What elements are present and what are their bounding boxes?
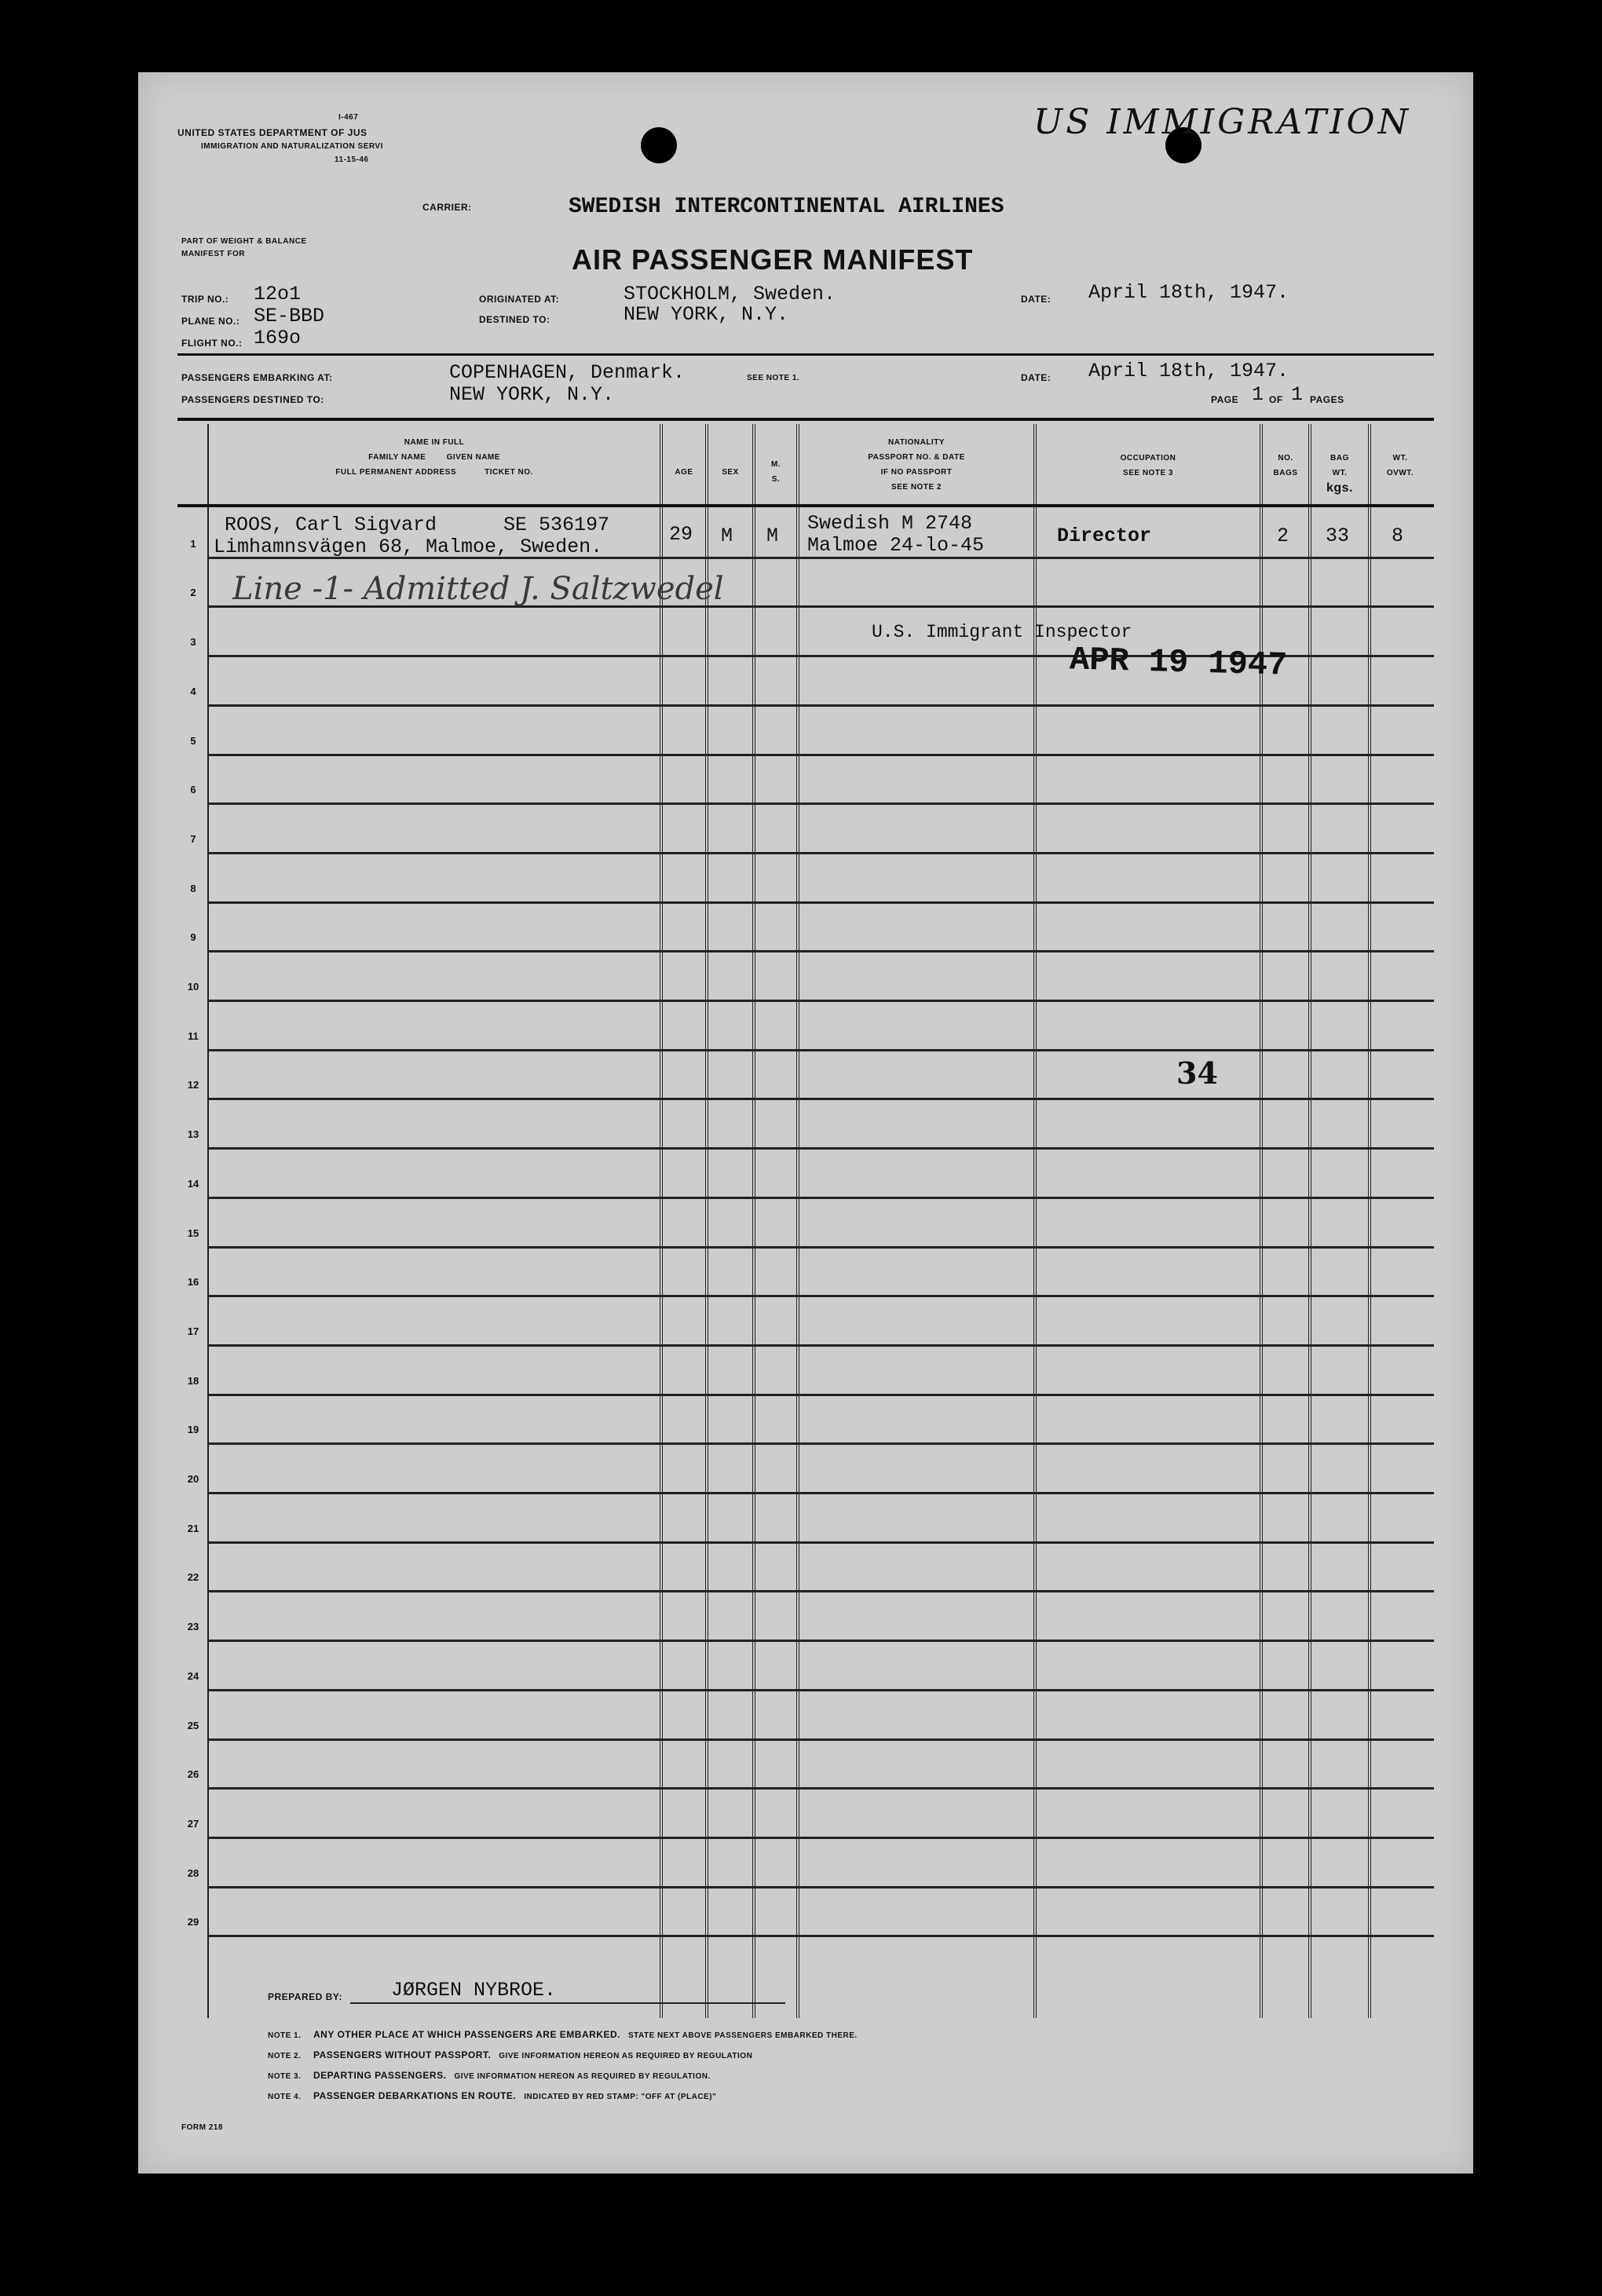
manifest-page bbox=[138, 72, 1473, 2174]
row-number: 4 bbox=[190, 685, 196, 697]
row-number: 19 bbox=[187, 1424, 199, 1436]
embark-date-value: April 18th, 1947. bbox=[1088, 360, 1289, 382]
plane-number: SE-BBD bbox=[254, 305, 325, 327]
row-number: 7 bbox=[190, 832, 196, 845]
row-number: 1 bbox=[190, 537, 196, 550]
row-divider bbox=[209, 1000, 1434, 1002]
row-divider bbox=[209, 1640, 1434, 1642]
passenger-occupation: Director bbox=[1057, 525, 1152, 547]
row-divider bbox=[209, 1935, 1434, 1937]
trip-label: TRIP NO.: bbox=[181, 294, 229, 305]
note-item bbox=[268, 2027, 858, 2042]
row-number: 18 bbox=[187, 1374, 199, 1387]
note-text: PASSENGERS WITHOUT PASSPORT. bbox=[313, 2049, 492, 2060]
originated-label: ORIGINATED AT: bbox=[479, 294, 560, 305]
row-divider bbox=[209, 1344, 1434, 1347]
row-divider bbox=[209, 1049, 1434, 1051]
row-divider bbox=[209, 1492, 1434, 1494]
passengers-destined-value: NEW YORK, N.Y. bbox=[449, 383, 615, 406]
note-text: PASSENGER DEBARKATIONS EN ROUTE. bbox=[313, 2090, 517, 2101]
column-line bbox=[207, 424, 209, 2018]
row-number: 28 bbox=[187, 1866, 199, 1879]
note-label: NOTE 4. bbox=[268, 2093, 302, 2101]
row-divider bbox=[209, 1837, 1434, 1839]
carrier-name: SWEDISH INTERCONTINENTAL AIRLINES bbox=[569, 195, 1004, 219]
inspector-stamp: U.S. Immigrant Inspector bbox=[872, 622, 1132, 642]
column-line bbox=[1308, 424, 1311, 2018]
row-number: 21 bbox=[187, 1522, 199, 1534]
page-total: 1 bbox=[1291, 383, 1304, 406]
weight-balance-label: PART OF WEIGHT & BALANCE bbox=[181, 237, 307, 246]
row-number: 14 bbox=[187, 1177, 199, 1190]
row-number: 17 bbox=[187, 1325, 199, 1337]
column-line bbox=[1033, 424, 1037, 2018]
handwritten-admission-note: Line -1- Admitted J. Saltzwedel bbox=[232, 571, 724, 607]
note-subtext: GIVE INFORMATION HEREON AS REQUIRED BY REGULATION bbox=[499, 2052, 753, 2060]
originated-value: STOCKHOLM, Sweden. bbox=[624, 283, 836, 305]
note-subtext: INDICATED BY RED STAMP: "OFF AT (PLACE)" bbox=[524, 2093, 717, 2101]
note-text: ANY OTHER PLACE AT WHICH PASSENGERS ARE EMBARKED. bbox=[313, 2029, 620, 2040]
passenger-ticket: SE 536197 bbox=[503, 514, 610, 536]
row-divider bbox=[209, 1246, 1434, 1249]
row-number: 5 bbox=[190, 734, 196, 747]
passenger-name: ROOS, Carl Sigvard bbox=[225, 514, 437, 536]
row-number: 11 bbox=[188, 1029, 199, 1042]
row-divider bbox=[209, 1590, 1434, 1592]
header-overweight: WT. OVWT. bbox=[1386, 454, 1414, 477]
row-number: 15 bbox=[187, 1227, 199, 1239]
row-divider bbox=[209, 1394, 1434, 1396]
carrier-label: CARRIER: bbox=[422, 202, 472, 213]
row-number: 13 bbox=[187, 1128, 199, 1141]
passenger-bag-weight: 33 bbox=[1326, 525, 1350, 547]
date-stamp: APR 19 1947 bbox=[1069, 641, 1288, 685]
note-item bbox=[268, 2089, 716, 2103]
note-label: NOTE 1. bbox=[268, 2031, 302, 2040]
row-number: 23 bbox=[187, 1621, 199, 1633]
note-subtext: STATE NEXT ABOVE PASSENGERS EMBARKED THERE. bbox=[627, 2031, 858, 2040]
destined-value: NEW YORK, N.Y. bbox=[624, 303, 789, 326]
column-line bbox=[752, 424, 755, 2018]
row-divider bbox=[209, 1147, 1434, 1150]
row-divider bbox=[209, 704, 1434, 707]
row-number: 20 bbox=[187, 1473, 199, 1485]
flight-label: FLIGHT NO.: bbox=[181, 338, 243, 349]
row-divider bbox=[209, 901, 1434, 904]
row-number: 25 bbox=[187, 1719, 199, 1731]
date-value: April 18th, 1947. bbox=[1088, 281, 1289, 304]
passenger-bags: 2 bbox=[1277, 525, 1289, 547]
trip-number: 12o1 bbox=[254, 283, 302, 305]
row-number: 8 bbox=[190, 882, 196, 894]
passenger-nationality: Swedish M 2748 bbox=[807, 512, 973, 535]
form-number: I-467 bbox=[338, 113, 359, 122]
row-divider bbox=[209, 1787, 1434, 1790]
note-item bbox=[268, 2048, 752, 2062]
header-sex: SEX bbox=[722, 468, 739, 477]
row-divider bbox=[209, 852, 1434, 854]
row-divider bbox=[209, 1886, 1434, 1888]
passenger-passport: Malmoe 24-lo-45 bbox=[807, 534, 985, 557]
header-bag-weight: BAG WT. kgs. bbox=[1326, 454, 1353, 495]
header-marital-status: M. S. bbox=[770, 460, 781, 484]
page-number-stamp: 34 bbox=[1176, 1055, 1218, 1091]
top-annotation: US IMMIGRATION bbox=[1033, 102, 1412, 142]
passenger-address: Limhamnsvägen 68, Malmoe, Sweden. bbox=[214, 536, 603, 558]
header-occupation: OCCUPATION SEE NOTE 3 bbox=[1120, 454, 1176, 477]
flight-number: 169o bbox=[254, 327, 302, 349]
column-line bbox=[705, 424, 708, 2018]
note-text: DEPARTING PASSENGERS. bbox=[313, 2070, 447, 2081]
embark-date-label: DATE: bbox=[1021, 372, 1052, 383]
header-bags: NO. BAGS bbox=[1273, 454, 1298, 477]
passengers-destined-label: PASSENGERS DESTINED TO: bbox=[181, 394, 324, 405]
page-label: PAGE bbox=[1211, 394, 1239, 405]
row-divider bbox=[209, 1689, 1434, 1691]
row-number: 27 bbox=[187, 1817, 199, 1830]
row-number: 24 bbox=[187, 1669, 199, 1682]
row-number: 10 bbox=[187, 981, 199, 993]
row-number: 6 bbox=[190, 784, 196, 796]
see-note-1: SEE NOTE 1. bbox=[747, 374, 800, 382]
row-number: 3 bbox=[190, 636, 196, 649]
prepared-by-label: PREPARED BY: bbox=[268, 1991, 342, 2002]
form-revision-date: 11-15-46 bbox=[335, 155, 369, 164]
plane-label: PLANE NO.: bbox=[181, 316, 240, 327]
prepared-by-line bbox=[350, 2002, 785, 2004]
header-age: AGE bbox=[675, 468, 693, 477]
manifest-for-label: MANIFEST FOR bbox=[181, 250, 245, 258]
row-divider bbox=[209, 1541, 1434, 1544]
divider bbox=[177, 353, 1434, 356]
row-number: 12 bbox=[187, 1079, 199, 1091]
prepared-by-name: JØRGEN NYBROE. bbox=[391, 1979, 557, 2002]
row-number: 22 bbox=[187, 1571, 199, 1584]
embarking-label: PASSENGERS EMBARKING AT: bbox=[181, 372, 333, 383]
row-divider bbox=[209, 1098, 1434, 1100]
header-bottom-border bbox=[177, 504, 1434, 507]
row-number: 26 bbox=[187, 1768, 199, 1781]
header-nationality: NATIONALITY PASSPORT NO. & DATE IF NO PASSPORT SEE NOTE 2 bbox=[868, 438, 965, 492]
row-divider bbox=[209, 1295, 1434, 1297]
agency-line-1: UNITED STATES DEPARTMENT OF JUS bbox=[177, 127, 368, 138]
passenger-sex: M bbox=[721, 525, 733, 547]
note-item bbox=[268, 2068, 711, 2082]
row-divider bbox=[209, 1197, 1434, 1199]
column-line bbox=[660, 424, 663, 2018]
row-divider bbox=[209, 1738, 1434, 1741]
row-divider bbox=[209, 950, 1434, 952]
row-divider bbox=[209, 1442, 1434, 1445]
column-line bbox=[796, 424, 799, 2018]
row-number: 29 bbox=[187, 1916, 199, 1929]
row-divider bbox=[209, 803, 1434, 805]
row-number: 9 bbox=[190, 931, 196, 944]
date-label: DATE: bbox=[1021, 294, 1052, 305]
passenger-age: 29 bbox=[669, 523, 693, 546]
agency-line-2: IMMIGRATION AND NATURALIZATION SERVI bbox=[201, 142, 383, 151]
destined-label: DESTINED TO: bbox=[479, 314, 550, 325]
punch-hole-left bbox=[641, 127, 677, 163]
note-subtext: GIVE INFORMATION HEREON AS REQUIRED BY REGULATION. bbox=[454, 2072, 711, 2081]
row-number: 16 bbox=[187, 1276, 199, 1289]
note-label: NOTE 2. bbox=[268, 2052, 302, 2060]
passenger-overweight: 8 bbox=[1392, 525, 1404, 547]
column-line bbox=[1368, 424, 1371, 2018]
note-label: NOTE 3. bbox=[268, 2072, 302, 2081]
table-top-border bbox=[177, 418, 1434, 421]
row-divider bbox=[209, 754, 1434, 756]
passenger-marital-status: M bbox=[766, 525, 779, 547]
embarking-value: COPENHAGEN, Denmark. bbox=[449, 361, 686, 384]
header-name-in-full: NAME IN FULL FAMILY NAME GIVEN NAME FULL PERMANENT ADDRESS TICKET NO. bbox=[335, 438, 533, 477]
form-footer: FORM 218 bbox=[181, 2123, 223, 2132]
pages-label: PAGES bbox=[1310, 394, 1344, 405]
page-current: 1 bbox=[1252, 383, 1264, 406]
of-label: OF bbox=[1269, 394, 1283, 405]
row-number: 2 bbox=[190, 587, 196, 599]
page-title: AIR PASSENGER MANIFEST bbox=[572, 243, 974, 276]
